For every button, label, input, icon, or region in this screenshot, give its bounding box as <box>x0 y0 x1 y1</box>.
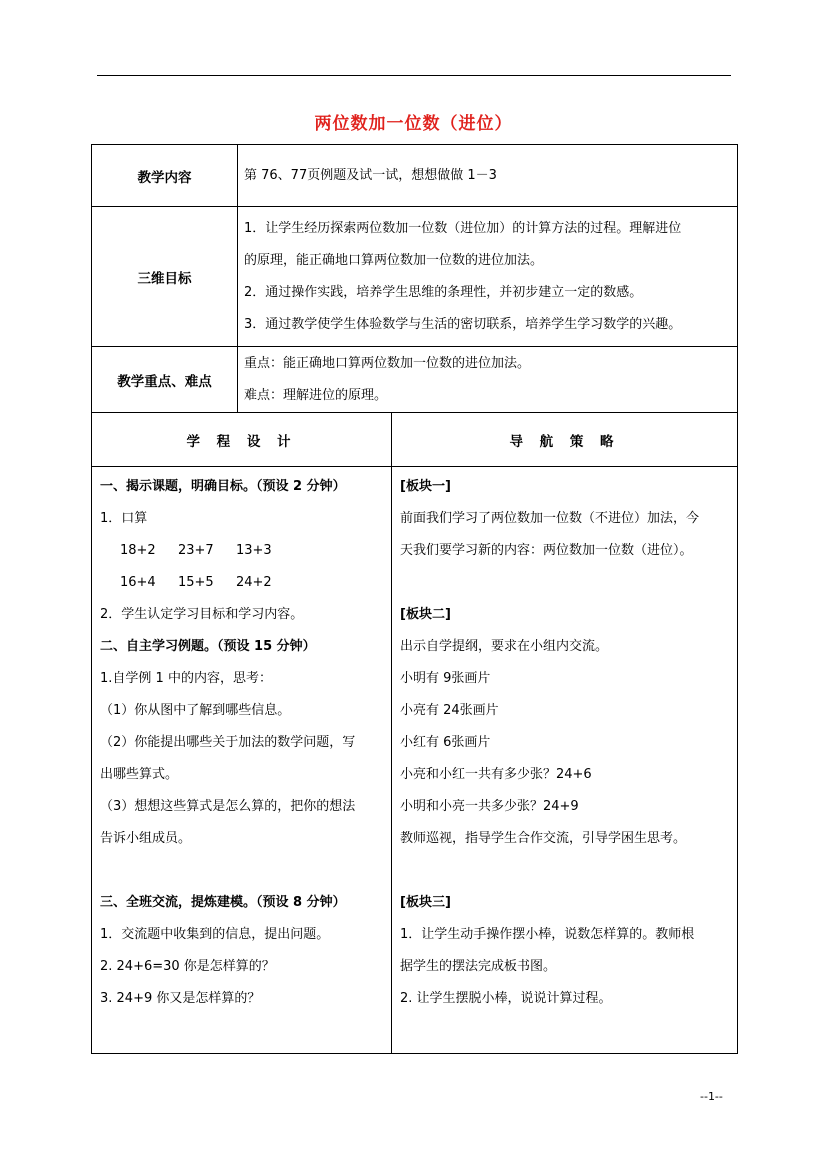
block-2-line: 出示自学提纲，要求在小组内交流。 <box>400 639 609 654</box>
block-1-title: [板块一] <box>400 479 451 494</box>
learning-design-column <box>92 467 392 1054</box>
oral-expr: 15+5 <box>178 575 214 590</box>
section-3-line: 3. 24+9 你又是怎样算的？ <box>100 991 261 1006</box>
page-title: 两位数加一位数（进位） <box>314 114 513 134</box>
oral-calc-row-1 <box>100 535 385 567</box>
block-1-line: 前面我们学习了两位数加一位数（不进位）加法，今 <box>400 511 700 526</box>
label-teaching-content: 教学内容 <box>92 145 238 207</box>
row-details <box>92 467 738 1054</box>
oral-expr: 24+2 <box>236 575 272 590</box>
section-2-line: 告诉小组成员。 <box>100 831 192 846</box>
row-teaching-content <box>92 145 738 207</box>
goal-line: 2．通过操作实践，培养学生思维的条理性，并初步建立一定的数感。 <box>244 285 643 300</box>
section-3-line: 2. 24+6=30 你是怎样算的？ <box>100 959 275 974</box>
navigation-strategy-column <box>392 467 738 1054</box>
row-key-points <box>92 347 738 413</box>
section-2-title: 二、自主学习例题。（预设 15 分钟） <box>100 639 316 654</box>
key-point-line: 重点：能正确地口算两位数加一位数的进位加法。 <box>244 355 531 371</box>
page-number: --1-- <box>700 1090 723 1103</box>
block-2-line: 小明和小亮一共多少张？24+9 <box>400 799 579 814</box>
row-column-headers <box>92 413 738 467</box>
label-goals: 三维目标 <box>92 207 238 347</box>
block-2-line: 小亮和小红一共有多少张？24+6 <box>400 767 592 782</box>
goal-line: 的原理，能正确地口算两位数加一位数的进位加法。 <box>244 253 544 268</box>
oral-calc-label: 1．口算 <box>100 511 148 526</box>
oral-calc-row-2 <box>100 567 385 599</box>
section-2-line: （1）你从图中了解到哪些信息。 <box>100 703 291 718</box>
block-2-line: 小亮有 24张画片 <box>400 703 499 718</box>
block-3-line: 2. 让学生摆脱小棒，说说计算过程。 <box>400 991 612 1006</box>
header-navigation-strategy: 导 航 策 略 <box>392 413 738 467</box>
section-1-item-2: 2．学生认定学习目标和学习内容。 <box>100 607 304 622</box>
row-goals <box>92 207 738 347</box>
block-3-title: [板块三] <box>400 895 451 910</box>
difficulty-line: 难点：理解进位的原理。 <box>244 387 388 403</box>
section-3-line: 1．交流题中收集到的信息，提出问题。 <box>100 927 330 942</box>
block-3-line: 据学生的摆法完成板书图。 <box>400 959 557 974</box>
oral-expr: 23+7 <box>178 543 214 558</box>
block-2-title: [板块二] <box>400 607 451 622</box>
block-2-line: 小明有 9张画片 <box>400 671 491 686</box>
header-rule <box>97 75 731 76</box>
oral-expr: 16+4 <box>120 575 156 590</box>
oral-expr: 18+2 <box>120 543 156 558</box>
section-3-title: 三、全班交流，提炼建模。（预设 8 分钟） <box>100 895 346 910</box>
section-2-line: 1.自学例 1 中的内容，思考： <box>100 671 272 686</box>
section-1-title: 一、揭示课题，明确目标。（预设 2 分钟） <box>100 479 346 494</box>
block-2-line: 教师巡视，指导学生合作交流，引导学困生思考。 <box>400 831 687 846</box>
header-learning-design: 学 程 设 计 <box>92 413 392 467</box>
block-2-line: 小红有 6张画片 <box>400 735 491 750</box>
goal-line: 1．让学生经历探索两位数加一位数（进位加）的计算方法的过程。理解进位 <box>244 221 682 236</box>
label-key-points: 教学重点、难点 <box>92 347 238 413</box>
teaching-content-text: 第 76、77页例题及试一试，想想做做 1－3 <box>244 167 497 183</box>
lesson-plan-table <box>91 144 738 1054</box>
oral-expr: 13+3 <box>236 543 272 558</box>
section-2-line: （3）想想这些算式是怎么算的，把你的想法 <box>100 799 356 814</box>
block-1-line: 天我们要学习新的内容：两位数加一位数（进位）。 <box>400 543 693 558</box>
section-2-line: 出哪些算式。 <box>100 767 179 782</box>
section-2-line: （2）你能提出哪些关于加法的数学问题，写 <box>100 735 356 750</box>
goal-line: 3．通过教学使学生体验数学与生活的密切联系，培养学生学习数学的兴趣。 <box>244 317 682 332</box>
block-3-line: 1．让学生动手操作摆小棒，说数怎样算的。教师根 <box>400 927 695 942</box>
